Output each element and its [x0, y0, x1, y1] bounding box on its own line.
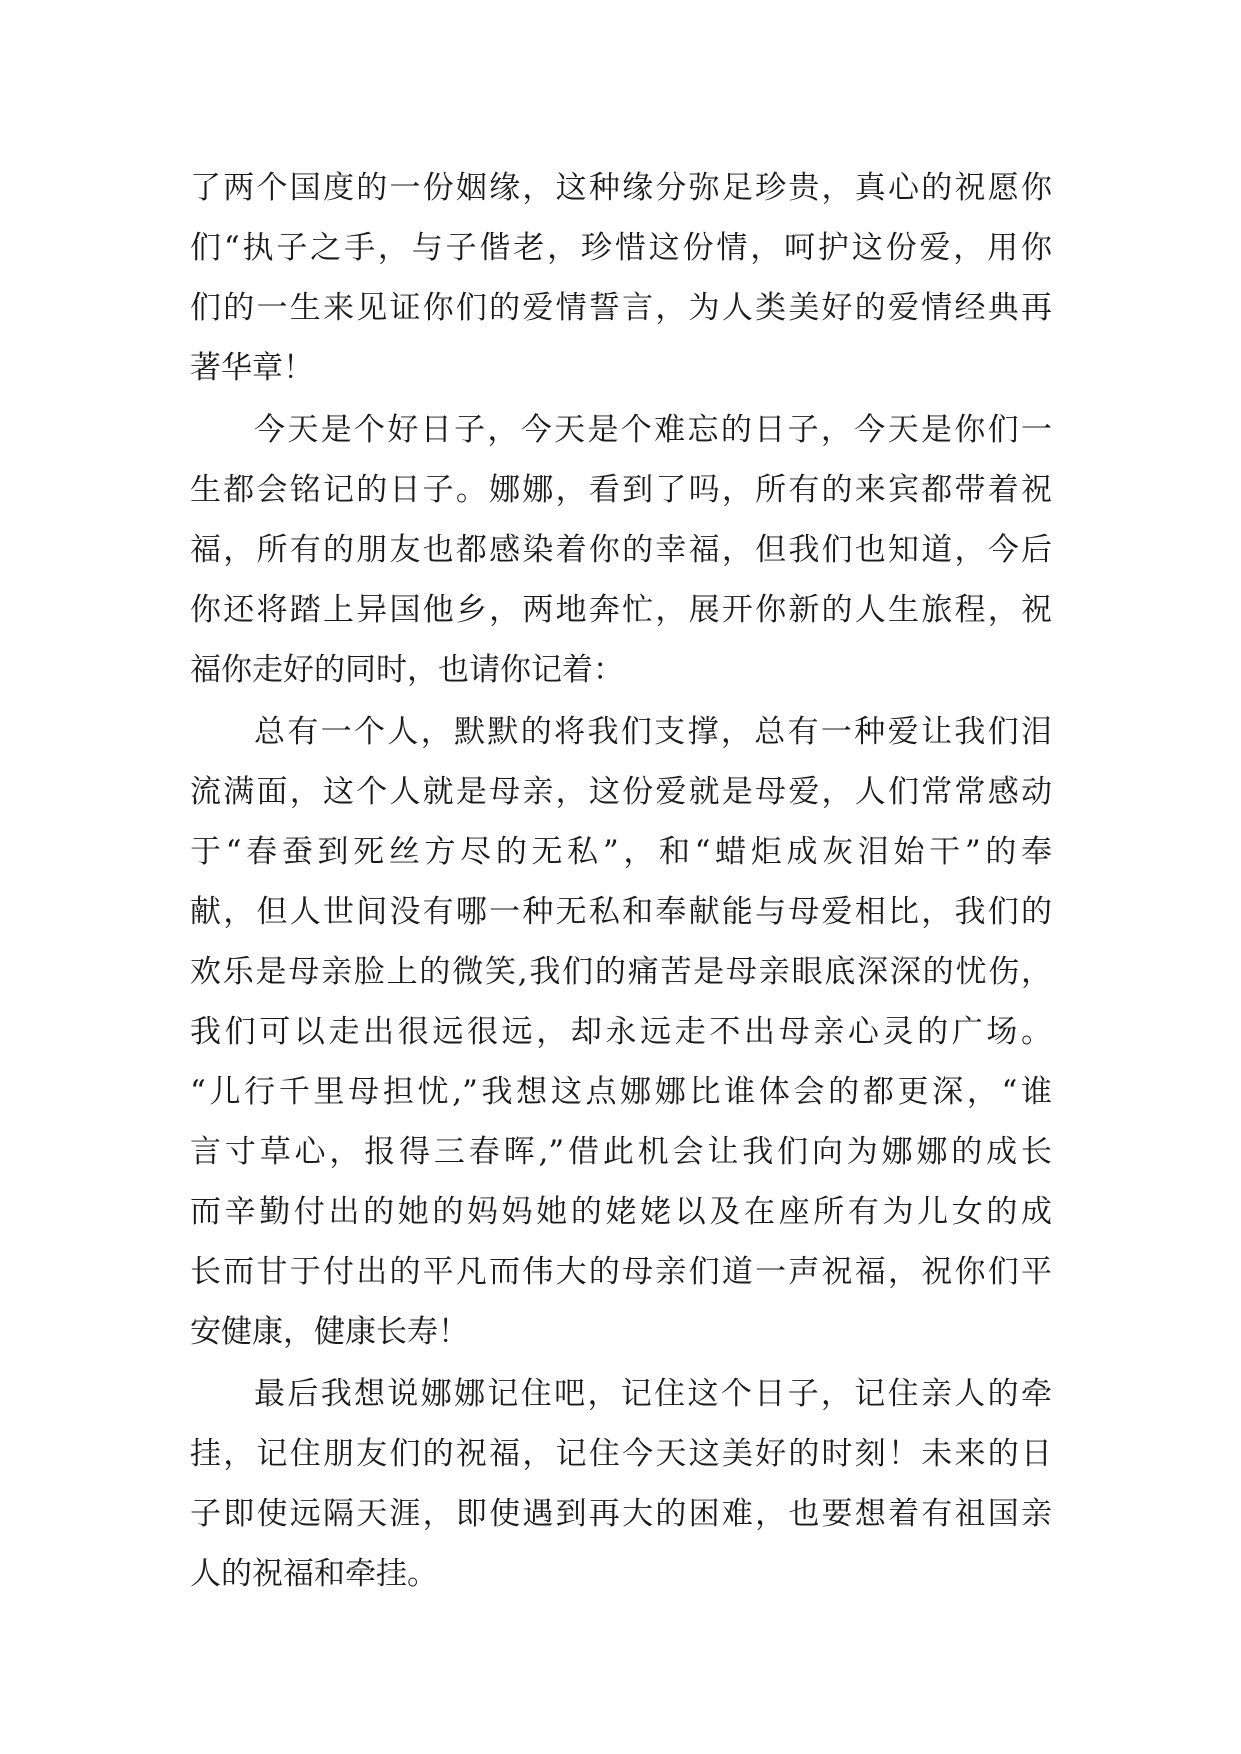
text-line: 福，所有的朋友也都感染着你的幸福，但我们也知道，今后 [190, 532, 1052, 568]
text-line: 我们可以走出很远很远，却永远走不出母亲心灵的广场。 [190, 1014, 1052, 1050]
text-line: 了两个国度的一份姻缘，这种缘分弥足珍贵，真心的祝愿你 [190, 170, 1052, 206]
text-line: 著华章！ [190, 350, 314, 386]
text-line: 人的祝福和牵挂。 [190, 1556, 438, 1592]
paragraph-first-line: 今天是个好日子，今天是个难忘的日子，今天是你们一 [254, 412, 1052, 448]
text-line: 挂，记住朋友们的祝福，记住今天这美好的时刻！未来的日 [190, 1436, 1052, 1472]
text-line: 于“春蚕到死丝方尽的无私”，和“蜡炬成灰泪始干”的奉 [190, 834, 1052, 870]
text-line: 福你走好的同时，也请你记着： [190, 652, 624, 688]
text-line: 而辛勤付出的她的妈妈她的姥姥以及在座所有为儿女的成 [190, 1194, 1052, 1230]
paragraph-first-line: 最后我想说娜娜记住吧，记住这个日子，记住亲人的牵 [254, 1376, 1052, 1412]
text-line: 你还将踏上异国他乡，两地奔忙，展开你新的人生旅程，祝 [190, 592, 1052, 628]
text-line: 们“执子之手，与子偕老，珍惜这份情，呵护这份爱，用你 [190, 230, 1052, 266]
text-line: 长而甘于付出的平凡而伟大的母亲们道一声祝福，祝你们平 [190, 1254, 1052, 1290]
text-line: “儿行千里母担忧,”我想这点娜娜比谁体会的都更深，“谁 [190, 1074, 1052, 1110]
text-line: 生都会铭记的日子。娜娜，看到了吗，所有的来宾都带着祝 [190, 472, 1052, 508]
text-line: 流满面，这个人就是母亲，这份爱就是母爱，人们常常感动 [190, 774, 1052, 810]
text-line: 安健康，健康长寿！ [190, 1314, 469, 1350]
text-line: 言寸草心，报得三春晖,”借此机会让我们向为娜娜的成长 [190, 1134, 1052, 1170]
text-line: 们的一生来见证你们的爱情誓言，为人类美好的爱情经典再 [190, 290, 1052, 326]
paragraph-first-line: 总有一个人，默默的将我们支撑，总有一种爱让我们泪 [254, 714, 1052, 750]
text-line: 子即使远隔天涯，即使遇到再大的困难，也要想着有祖国亲 [190, 1496, 1052, 1532]
text-line: 欢乐是母亲脸上的微笑,我们的痛苦是母亲眼底深深的忧伤， [190, 954, 1052, 990]
text-line: 献，但人世间没有哪一种无私和奉献能与母爱相比，我们的 [190, 894, 1052, 930]
